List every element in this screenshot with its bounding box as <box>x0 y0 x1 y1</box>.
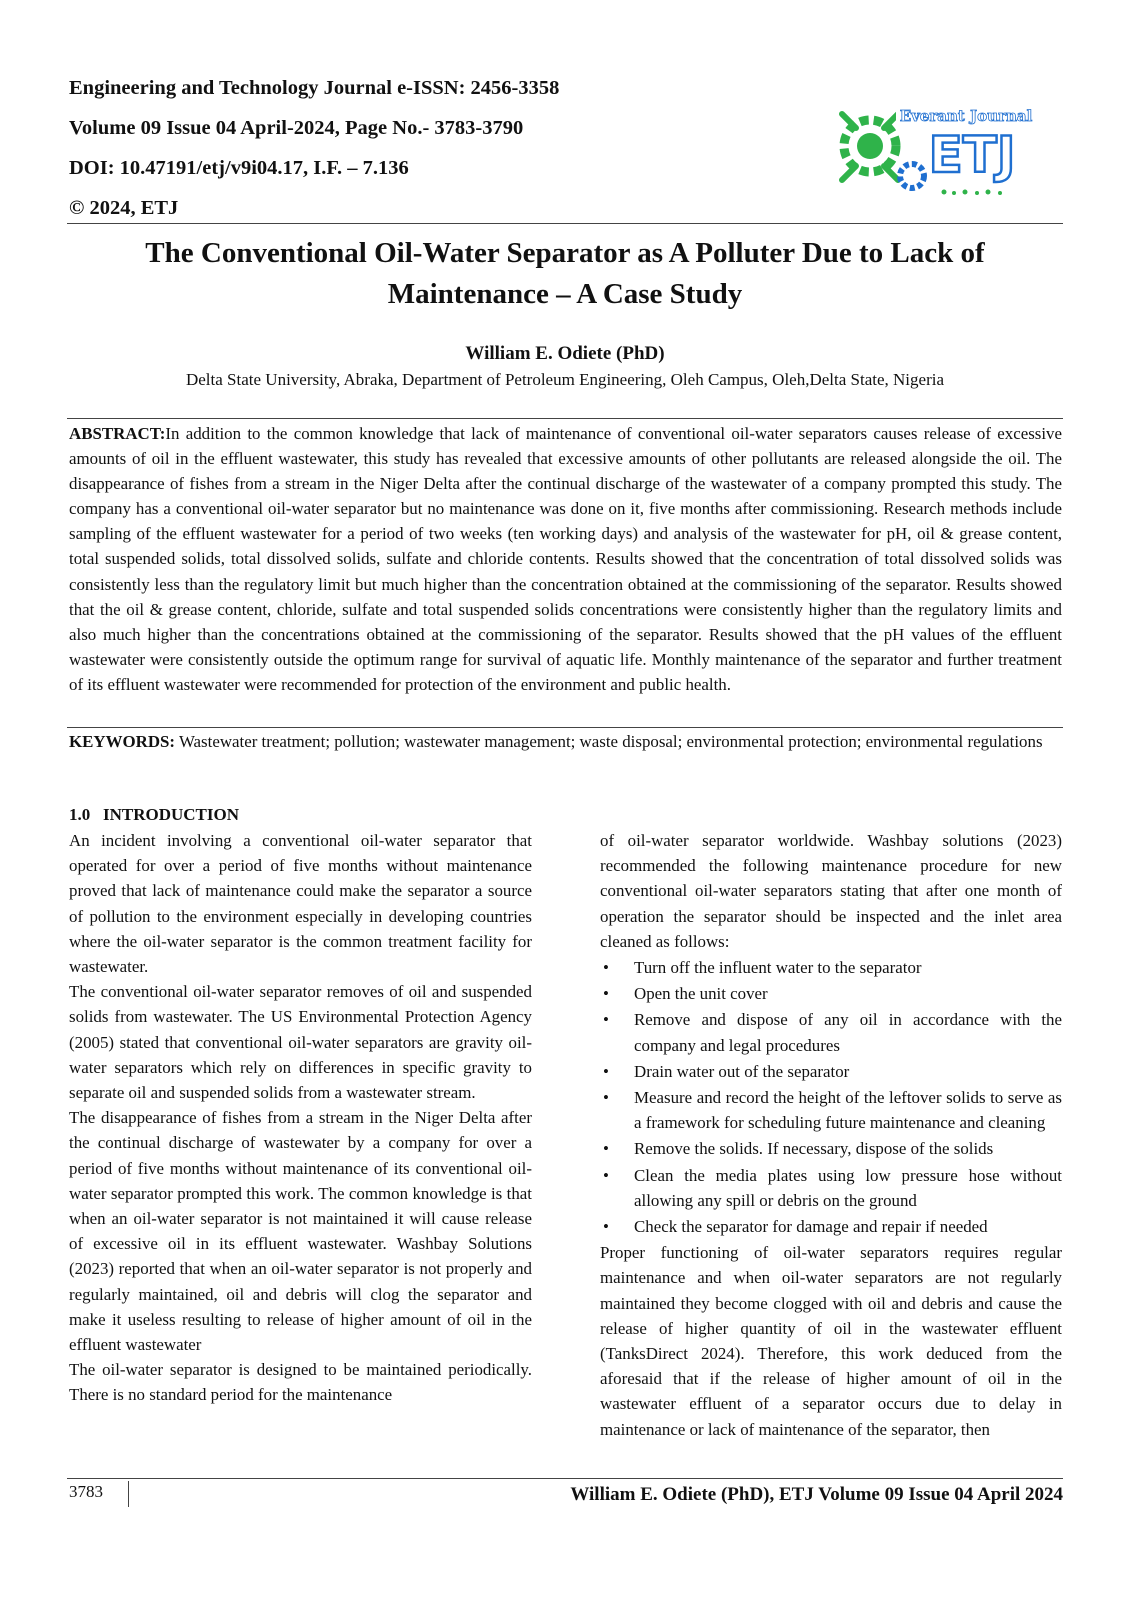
bullet-icon: • <box>603 984 609 1004</box>
logo-decoration-icon <box>942 190 1003 196</box>
logo-top-text: Everant Journal <box>899 107 1033 125</box>
bullet-icon: • <box>603 1139 609 1159</box>
journal-header <box>69 68 709 228</box>
bullet-icon: • <box>603 958 609 978</box>
bullet-icon: • <box>603 1010 609 1030</box>
keywords-label: KEYWORDS: <box>69 732 176 751</box>
section-heading: 1.0 INTRODUCTION <box>69 805 240 824</box>
paragraph: The oil-water separator is designed to be maintained periodically. There is no standard period for the maintenance <box>69 1360 532 1405</box>
list-item: • Check the separator for damage and repair if needed <box>600 1214 1062 1239</box>
list-item: • Open the unit cover <box>600 981 1062 1006</box>
journal-issn-line: Engineering and Technology Journal e-ISSN: 2456-3358 <box>69 77 560 99</box>
bullet-icon: • <box>603 1165 609 1185</box>
left-column <box>69 828 532 1408</box>
paragraph: Proper functioning of oil-water separators requires regular maintenance and when oil-water separators are not regularly maintained they become clogged with oil and debris and cause the release of higher quantity of oil in the wastewater effluent (TanksDirect 2024). Therefore, this work deduced from the aforesaid that if the release of higher amount of oil in the wastewater effluent of a separator occurs due to delay in maintenance or lack of maintenance of the separator, then <box>600 1243 1062 1439</box>
paragraph: The conventional oil-water separator removes of oil and suspended solids from wastewater. The US Environmental Protection Agency (2005) stated that conventional oil-water separators are gravity oil-water separators which rely on differences in specific gravity to separate oil and suspended solids from a wastewater stream. <box>69 982 532 1103</box>
abstract-bottom-divider <box>67 727 1063 728</box>
list-item: • Drain water out of the separator <box>600 1059 1062 1084</box>
keywords-text: Wastewater treatment; pollution; wastewater management; waste disposal; environmental protection; environmental regulations <box>175 732 1043 751</box>
abstract <box>69 421 1062 697</box>
list-item: • Turn off the influent water to the separator <box>600 955 1062 980</box>
bullet-icon: • <box>603 1088 609 1108</box>
abstract-label: ABSTRACT: <box>69 424 166 443</box>
paper-title-line-1: The Conventional Oil-Water Separator as A Polluter Due to Lack of <box>145 237 985 269</box>
author-affiliation: Delta State University, Abraka, Department of Petroleum Engineering, Oleh Campus, Oleh,Delta State, Nigeria <box>185 370 945 389</box>
maintenance-steps-list <box>600 955 1062 1239</box>
header-divider <box>67 223 1063 224</box>
author-name: William E. Odiete (PhD) <box>465 343 665 364</box>
list-item: • Remove and dispose of any oil in accordance with the company and legal procedures <box>600 1007 1062 1057</box>
right-column <box>600 828 1062 1442</box>
running-footer: William E. Odiete (PhD), ETJ Volume 09 Issue 04 April 2024 <box>570 1484 1063 1505</box>
gear-icon <box>842 114 898 180</box>
journal-volume-line: Volume 09 Issue 04 April-2024, Page No.- 3783-3790 <box>69 117 524 139</box>
journal-copyright-line: © 2024, ETJ <box>69 197 179 219</box>
keywords <box>69 729 1062 754</box>
page-number-separator <box>128 1481 129 1507</box>
page-number: 3783 <box>69 1482 103 1501</box>
mini-gear-icon <box>900 164 924 188</box>
bullet-icon: • <box>603 1217 609 1237</box>
list-item: • Remove the solids. If necessary, dispose of the solids <box>600 1136 1062 1161</box>
logo-main-text: ETJ <box>928 126 1016 184</box>
abstract-top-divider <box>67 418 1063 419</box>
journal-doi-line: DOI: 10.47191/etj/v9i04.17, I.F. – 7.136 <box>69 157 409 179</box>
paragraph: An incident involving a conventional oil-water separator that operated for over a period of five months without maintenance proved that lack of maintenance could make the separator a source of pollution to the environment especially in developing countries where the oil-water separator is the common treatment facility for wastewater. <box>69 831 532 977</box>
paper-title <box>67 233 1063 315</box>
etj-logo <box>832 94 1042 204</box>
list-item: • Measure and record the height of the leftover solids to serve as a framework for scheduling future maintenance and cleaning <box>600 1085 1062 1135</box>
footer-divider <box>67 1478 1063 1479</box>
paragraph: of oil-water separator worldwide. Washbay solutions (2023) recommended the following maintenance procedure for new conventional oil-water separators stating that after one month of operation the separator should be inspected and the inlet area cleaned as follows: <box>600 831 1062 951</box>
paper-title-line-2: Maintenance – A Case Study <box>387 278 743 310</box>
paragraph: The disappearance of fishes from a stream in the Niger Delta after the continual discharge of wastewater by a company for over a period of five months without maintenance of its conventional oil-water separator prompted this work. The common knowledge is that when an oil-water separator is not maintained it will cause release of excessive oil in its effluent wastewater. Washbay Solutions (2023) reported that when an oil-water separator is not properly and regularly maintained, oil and debris will clog the separator and make it useless resulting to release of higher amount of oil in the effluent wastewater <box>69 1108 532 1355</box>
abstract-text: In addition to the common knowledge that lack of maintenance of conventional oil-water separators causes release of excessive amounts of oil in the effluent wastewater, this study has revealed that excessive amounts of other pollutants are released alongside the oil. The disappearance of fishes from a stream in the Niger Delta after the continual discharge of the wastewater of a company prompted this study. The company has a conventional oil-water separator but no maintenance was done on it, five months after commissioning. Research methods include sampling of the effluent wastewater for a period of two weeks (ten working days) and analysis of the wastewater for pH, oil & grease content, total suspended solids, total dissolved solids, sulfate and chloride contents. Results showed that the concentration of total dissolved solids was consistently less than the regulatory limit but much higher than the concentration obtained at the commissioning of the separator. Results showed that the oil & grease content, chloride, sulfate and total suspended solids concentrations were consistently higher than the regulatory limits and also much higher than the concentrations obtained at the commissioning of the separator. Results showed that the pH values of the effluent wastewater were consistently outside the optimum range for survival of aquatic life. Monthly maintenance of the separator and further treatment of its effluent wastewater were recommended for protection of the environment and public health. <box>69 424 1062 694</box>
bullet-icon: • <box>603 1061 609 1081</box>
list-item: • Clean the media plates using low pressure hose without allowing any spill or debris on the ground <box>600 1163 1062 1213</box>
